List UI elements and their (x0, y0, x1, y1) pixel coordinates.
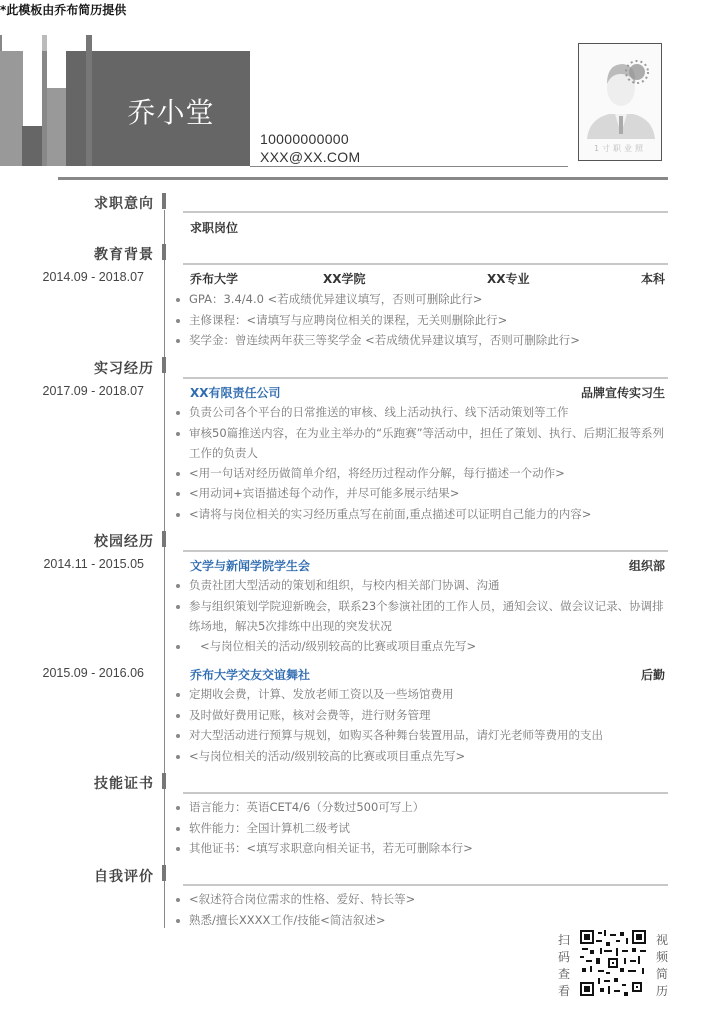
job-position (190, 219, 665, 237)
section-marker (162, 531, 166, 547)
deco-bar (47, 88, 66, 166)
list-item: 熟悉/擅长XXXX工作/技能<简洁叙述> (174, 910, 674, 931)
contact-info (260, 130, 360, 166)
section-rule (183, 792, 668, 794)
section-rule (183, 884, 668, 886)
list-item: 负责公司各个平台的日常推送的审核、线上活动执行、线下活动策划等工作 (174, 402, 674, 423)
contact-underline (250, 166, 568, 167)
campus-role: 组织部 (628, 559, 665, 573)
section-title: 求职意向 (94, 196, 154, 212)
campus-header (190, 666, 665, 684)
deco-bar (0, 35, 2, 51)
header-divider (58, 177, 668, 180)
section-rule (183, 377, 668, 379)
education-bullets (174, 289, 674, 351)
qr-caption-left (557, 932, 571, 1000)
section-rule (183, 550, 668, 552)
profile-photo (578, 43, 662, 161)
section-marker (162, 865, 166, 881)
internship-bullets (174, 402, 674, 524)
list-item: 审核50篇推送内容，在为业主举办的“乐跑赛”等活动中，担任了策划、执行、后期汇报等系列工作的负责人 (174, 423, 674, 463)
timeline-line (164, 210, 165, 928)
photo-caption: 1寸职业照 (593, 144, 647, 153)
list-item: <请将与岗位相关的实习经历重点写在前面,重点描述可以证明自己能力的内容> (174, 504, 674, 525)
list-item: <叙述符合岗位需求的性格、爱好、特长等> (174, 889, 674, 910)
campus-date: 2015.09 - 2016.06 (42, 666, 144, 680)
section-title: 教育背景 (94, 247, 154, 263)
section-title: 实习经历 (94, 361, 154, 377)
qr-caption-char: 视 (655, 933, 668, 947)
list-item: 及时做好费用记账，核对会费等，进行财务管理 (174, 705, 674, 726)
education-date: 2014.09 - 2018.07 (42, 270, 144, 284)
list-item: 定期收会费，计算、发放老师工资以及一些场馆费用 (174, 684, 674, 705)
list-item: <与岗位相关的活动/级别较高的比赛或项目重点先写> (174, 746, 674, 767)
deco-bar (22, 126, 42, 166)
organization-name: 乔布大学交友交谊舞社 (190, 668, 311, 682)
section-rule (183, 263, 668, 265)
name-banner (92, 51, 250, 166)
campus-date: 2014.11 - 2015.05 (43, 557, 144, 571)
self-evaluation-bullets (174, 889, 674, 930)
college-name: XX学院 (323, 272, 366, 286)
qr-caption-char: 扫 (557, 933, 570, 947)
section-title: 自我评价 (94, 869, 154, 885)
skills-bullets (174, 797, 674, 859)
section-marker (162, 244, 166, 260)
campus-bullets (174, 684, 674, 766)
organization-name: 文学与新闻学院学生会 (190, 559, 311, 573)
internship-role: 品牌宣传实习生 (580, 386, 665, 400)
campus-role: 后勤 (640, 668, 665, 682)
list-item: <与岗位相关的活动/级别较高的比赛或项目重点先写> (174, 636, 674, 657)
education-header (190, 270, 665, 288)
section-title: 技能证书 (94, 776, 154, 792)
list-item: <用动词+宾语描述每个动作，并尽可能多展示结果> (174, 483, 674, 504)
qr-caption-right (655, 932, 669, 1000)
campus-bullets (174, 575, 674, 656)
phone-number: 10000000000 (260, 131, 349, 147)
section-rule (183, 211, 668, 213)
qr-caption-char: 码 (557, 950, 570, 964)
list-item: 负责社团大型活动的策划和组织，与校内相关部门协调、沟通 (174, 575, 674, 596)
section-marker (162, 357, 166, 373)
qr-caption-char: 查 (557, 967, 570, 981)
qr-code[interactable] (580, 930, 646, 996)
list-item: 对大型活动进行预算与规划，如购买各种舞台装置用品，请灯光老师等费用的支出 (174, 725, 674, 746)
template-watermark: *此模板由乔布简历提供 (0, 3, 127, 17)
qr-caption-char: 频 (655, 950, 668, 964)
qr-caption-char: 历 (655, 984, 668, 998)
section-marker (162, 193, 166, 209)
list-item: GPA：3.4/4.0 <若成绩优异建议填写，否则可删除此行> (174, 289, 674, 310)
deco-bar (66, 51, 86, 166)
deco-bar (0, 51, 23, 166)
list-item: 软件能力：全国计算机二级考试 (174, 818, 674, 839)
campus-header (190, 557, 665, 575)
email-address: XXX@XX.COM (260, 149, 361, 165)
section-title: 校园经历 (94, 534, 154, 550)
section-marker (162, 773, 166, 789)
qr-caption-char: 看 (557, 984, 570, 998)
list-item: 语言能力：英语CET4/6（分数过500可写上） (174, 797, 674, 818)
qr-caption-char: 简 (655, 967, 668, 981)
internship-header (190, 384, 665, 402)
job-position-label: 求职岗位 (190, 221, 239, 235)
list-item: 主修课程：<请填写与应聘岗位相关的课程，无关则删除此行> (174, 310, 674, 331)
candidate-name: 乔小堂 (127, 96, 215, 129)
internship-date: 2017.09 - 2018.07 (42, 384, 144, 398)
degree: 本科 (640, 272, 665, 286)
qr-code-icon (580, 930, 646, 996)
list-item: 参与组织策划学院迎新晚会，联系23个参演社团的工作人员，通知会议、做会议记录、协调排练场地，解决5次排练中出现的突发状况 (174, 596, 674, 636)
major-name: XX专业 (487, 272, 530, 286)
list-item: 奖学金：曾连续两年获三等奖学金 <若成绩优异建议填写，否则可删除此行> (174, 330, 674, 351)
company-name: XX有限责任公司 (190, 386, 281, 400)
deco-bar (42, 35, 47, 51)
school-name: 乔布大学 (190, 272, 239, 286)
list-item: 其他证书：<填写求职意向相关证书，若无可删除本行> (174, 838, 674, 859)
list-item: <用一句话对经历做简单介绍，将经历过程动作分解，每行描述一个动作> (174, 463, 674, 484)
